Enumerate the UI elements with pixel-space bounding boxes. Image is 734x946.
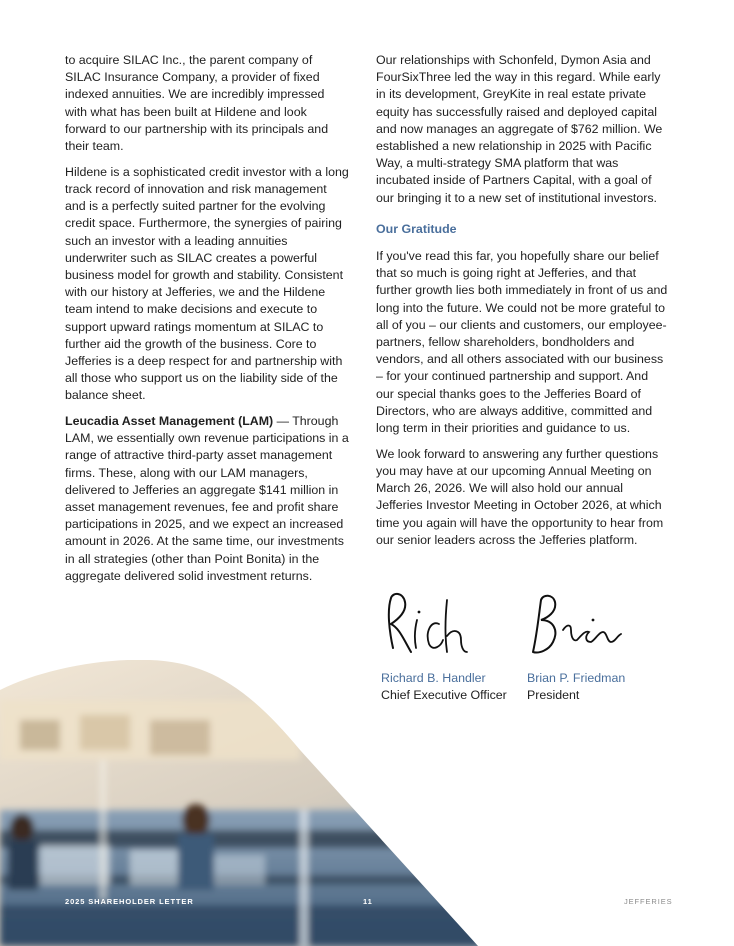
footer-document-title: 2025 SHAREHOLDER LETTER	[65, 897, 194, 906]
signer-title: Chief Executive Officer	[381, 688, 507, 702]
body-paragraph: If you've read this far, you hopefully share our belief that so much is going right at Jefferies, and that further growth lies both immediately in front of us and long into the future. We could not be more grateful to all of you – our clients and customers, our employee-partners, fellow shareholders, bondholders and vendors, and all others associated with our business – for your continued partnership and support. And our special thanks goes to the Jefferies Board of Directors, who are always additive, committed and long term in their priorities and guidance to us.	[376, 249, 668, 436]
signature-block-handler	[381, 590, 507, 702]
body-paragraph: We look forward to answering any further questions you may have at our upcoming Annual Meeting on March 26, 2026. We will also hold our annual Jefferies Investor Meeting in October 2026, at which time you again will have the opportunity to hear from our senior leaders across the Jefferies platform.	[376, 446, 664, 547]
signer-title: President	[527, 688, 580, 702]
signature-block-friedman	[527, 590, 627, 702]
signature-rich-image	[381, 590, 471, 660]
left-column	[65, 52, 349, 594]
lam-body: — Through LAM, we essentially own revenue participations in a range of attractive third-party asset management firms. These, along with our LAM managers, delivered to Jefferies an aggregate $141 million in asset management revenues, fee and profit share participations in 2025, and we expect an increased amount in 2026. At the same time, our investments in all strategies (other than Point Bonita) in the aggregate delivered solid investment returns.	[65, 414, 349, 583]
footer-brand: JEFFERIES	[624, 897, 673, 906]
signer-name: Brian P. Friedman	[527, 671, 626, 685]
section-heading-gratitude: Our Gratitude	[376, 221, 457, 236]
body-paragraph: Hildene is a sophisticated credit investor with a long track record of innovation and risk management and is a perfectly suited partner for the evolving credit space. Furthermore, the synergies of pairing such an investor with a leading annuities underwriter such as SILAC creates a powerful business model for growth and stability. Consistent with our history at Jefferies, we and the Hildene team intend to make decisions and execute to support upward ratings momentum at SILAC to further aid the growth of the business. Core to Jefferies is a deep respect for and partnership with all those who support us on the liability side of the balance sheet.	[65, 164, 349, 403]
lam-lead-in: Leucadia Asset Management (LAM)	[65, 414, 274, 429]
body-paragraph: Our relationships with Schonfeld, Dymon Asia and FourSixThree led the way in this regard. While early in its development, GreyKite in real estate private equity has successfully raised and deployed capital and now manages an aggregate of $762 million. We established a new relationship in 2025 with Pacific Way, a multi-strategy SMA platform that was incubated inside of Partners Capital, with a goal of our bringing it to a new set of institutional investors.	[376, 53, 663, 205]
body-paragraph: to acquire SILAC Inc., the parent company of SILAC Insurance Company, a provider of fixed indexed annuities. We are incredibly impressed with what has been built at Hildene and look forward to our partnership with its principals and their team.	[65, 53, 329, 154]
signer-name: Richard B. Handler	[381, 671, 486, 685]
signature-brian-image	[527, 590, 627, 660]
footer-page-number: 11	[363, 897, 373, 906]
body-paragraph	[65, 413, 349, 585]
right-column	[376, 52, 668, 557]
